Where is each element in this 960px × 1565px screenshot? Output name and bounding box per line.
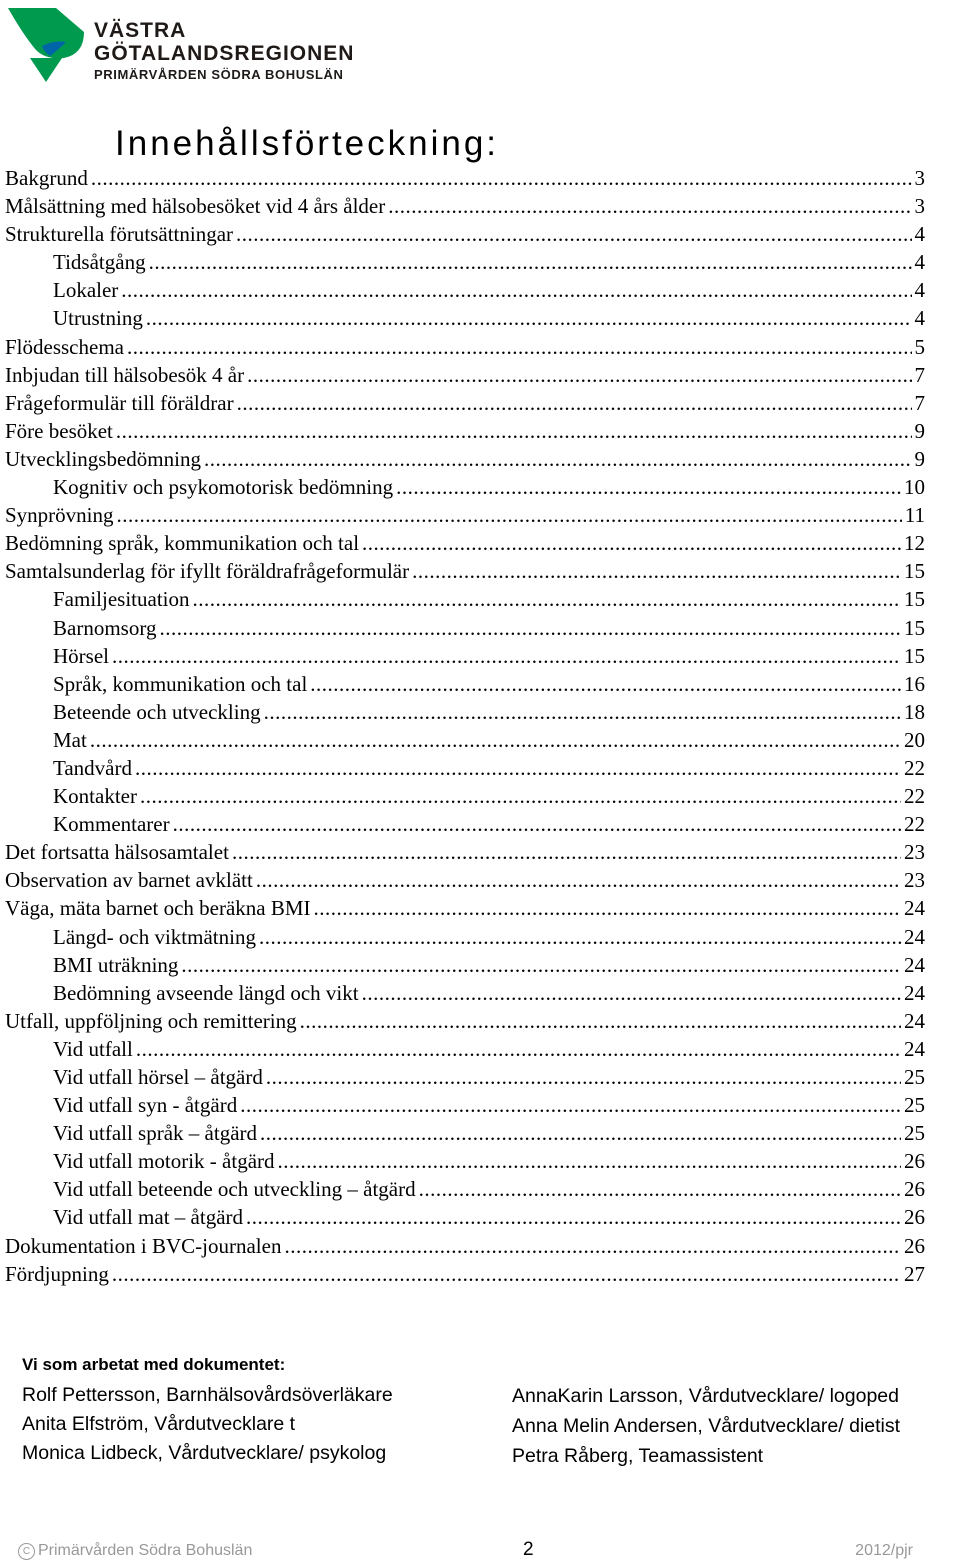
toc-entry[interactable] — [5, 417, 925, 445]
toc-dot-leader — [232, 838, 901, 866]
toc-entry-page: 4 — [914, 250, 925, 275]
toc-entry-label: Kommentarer — [53, 812, 170, 837]
author-name: Anita Elfström, Vårdutvecklare t — [22, 1413, 296, 1435]
toc-entry-page: 22 — [904, 812, 925, 837]
toc-entry-label: Bedömning avseende längd och vikt — [53, 980, 359, 1005]
toc-entry-label: Kognitiv och psykomotorisk bedömning — [53, 475, 394, 500]
toc-entry-label: Hörsel — [53, 643, 109, 668]
toc-entry-page: 12 — [904, 531, 925, 556]
toc-entry[interactable] — [5, 1232, 925, 1260]
toc-dot-leader — [362, 529, 901, 557]
toc-dot-leader — [146, 304, 912, 332]
toc-dot-leader — [260, 1119, 901, 1147]
toc-entry-label: Bakgrund — [5, 166, 88, 190]
toc-entry-label: Det fortsatta hälsosamtalet — [5, 840, 229, 865]
toc-dot-leader — [159, 614, 901, 642]
toc-entry[interactable] — [5, 276, 925, 304]
logo-line-1: VÄSTRA — [94, 19, 187, 42]
toc-entry-page: 3 — [914, 166, 925, 190]
toc-dot-leader — [278, 1147, 901, 1175]
authors-columns — [22, 1377, 960, 1477]
toc-entry-page: 7 — [914, 362, 925, 387]
toc-entry-page: 23 — [904, 868, 925, 893]
region-logo — [6, 6, 356, 84]
toc-entry-page: 3 — [914, 194, 925, 219]
toc-entry-label: Tidsåtgång — [53, 250, 146, 275]
toc-entry-page: 24 — [904, 896, 925, 921]
toc-entry-label: Utfall, uppföljning och remittering — [5, 1008, 297, 1033]
toc-entry[interactable] — [5, 501, 925, 529]
toc-entry-label: Inbjudan till hälsobesök 4 år — [5, 362, 245, 387]
toc-dot-leader — [396, 473, 901, 501]
toc-entry[interactable] — [5, 1147, 925, 1175]
author-name: Rolf Pettersson, Barnhälsovårdsöverläkare — [22, 1384, 393, 1406]
toc-dot-leader — [240, 1091, 901, 1119]
toc-dot-leader — [419, 1175, 901, 1203]
toc-entry[interactable] — [5, 923, 925, 951]
toc-entry-label: Kontakter — [53, 784, 137, 809]
toc-dot-leader — [90, 726, 901, 754]
toc-entry-page: 4 — [914, 222, 925, 247]
toc-entry-label: Strukturella förutsättningar — [5, 222, 234, 247]
toc-entry-label: Flödesschema — [5, 334, 124, 359]
toc-entry-label: Vid utfall mat – åtgärd — [53, 1205, 244, 1230]
toc-entry-page: 25 — [904, 1065, 925, 1089]
toc-entry[interactable] — [5, 192, 925, 220]
toc-dot-leader — [204, 445, 912, 473]
toc-entry[interactable] — [5, 838, 925, 866]
toc-entry-page: 15 — [904, 615, 925, 640]
toc-entry[interactable] — [5, 614, 925, 642]
authors-heading: Vi som arbetat med dokumentet: — [22, 1355, 286, 1374]
toc-entry-page: 23 — [904, 840, 925, 865]
toc-dot-leader — [314, 894, 901, 922]
toc-dot-leader — [246, 1203, 901, 1231]
toc-entry-label: Utvecklingsbedömning — [5, 446, 201, 471]
toc-entry[interactable] — [5, 473, 925, 501]
toc-dot-leader — [136, 1035, 901, 1063]
toc-entry-label: Familjesituation — [53, 587, 190, 612]
toc-dot-leader — [236, 220, 911, 248]
footer-page-number: 2 — [523, 1539, 534, 1560]
toc-entry-label: Vid utfall motorik - åtgärd — [53, 1149, 275, 1174]
toc-entry-page: 20 — [904, 727, 925, 752]
toc-entry-page: 16 — [904, 671, 925, 696]
table-of-contents — [5, 164, 925, 1288]
toc-entry-label: Utrustning — [53, 306, 143, 331]
toc-entry-page: 25 — [904, 1093, 925, 1118]
toc-entry-label: Vid utfall syn - åtgärd — [53, 1093, 238, 1118]
toc-dot-leader — [362, 979, 901, 1007]
toc-entry-page: 24 — [904, 1008, 925, 1033]
toc-entry-page: 18 — [904, 699, 925, 724]
toc-entry-label: BMI uträkning — [53, 952, 179, 977]
footer-organization-block — [18, 1542, 252, 1560]
toc-entry-label: Väga, mäta barnet och beräkna BMI — [5, 896, 311, 921]
toc-entry[interactable] — [5, 1091, 925, 1119]
logo-wordmark — [94, 20, 354, 81]
toc-entry-page: 22 — [904, 755, 925, 780]
toc-entry-page: 10 — [904, 475, 925, 500]
toc-dot-leader — [112, 642, 901, 670]
toc-dot-leader — [259, 923, 901, 951]
footer-date-code: 2012/pjr — [855, 1542, 913, 1559]
toc-entry[interactable] — [5, 642, 925, 670]
toc-entry[interactable] — [5, 389, 925, 417]
toc-entry[interactable] — [5, 1260, 925, 1288]
toc-dot-leader — [121, 276, 911, 304]
toc-entry[interactable] — [5, 1119, 925, 1147]
toc-entry-label: Mat — [53, 727, 87, 752]
toc-dot-leader — [310, 670, 901, 698]
toc-entry-label: Frågeformulär till föräldrar — [5, 390, 234, 415]
toc-dot-leader — [284, 1232, 901, 1260]
toc-entry-label: Målsättning med hälsobesöket vid 4 års ålder — [5, 194, 386, 219]
toc-entry-label: Fördjupning — [5, 1261, 109, 1286]
toc-entry[interactable] — [5, 670, 925, 698]
toc-entry[interactable] — [5, 220, 925, 248]
toc-dot-leader — [127, 333, 912, 361]
toc-entry[interactable] — [5, 754, 925, 782]
toc-dot-leader — [237, 389, 912, 417]
toc-entry-page: 26 — [904, 1149, 925, 1174]
toc-entry-label: Bedömning språk, kommunikation och tal — [5, 531, 360, 556]
toc-entry-page: 22 — [904, 784, 925, 809]
logo-emblem-icon — [6, 6, 86, 84]
toc-entry-page: 24 — [904, 980, 925, 1005]
toc-entry-page: 26 — [904, 1177, 925, 1202]
toc-entry-page: 24 — [904, 924, 925, 949]
toc-entry-label: Dokumentation i BVC-journalen — [5, 1233, 282, 1258]
toc-entry-page: 24 — [904, 1036, 925, 1061]
toc-dot-leader — [140, 782, 901, 810]
toc-dot-leader — [256, 866, 901, 894]
logo-line-2: GÖTALANDSREGIONEN — [94, 42, 355, 65]
toc-entry-page: 26 — [904, 1205, 925, 1230]
toc-entry-label: Vid utfall — [53, 1036, 133, 1061]
toc-entry-page: 15 — [904, 587, 925, 612]
toc-entry[interactable] — [5, 445, 925, 473]
toc-entry-label: Samtalsunderlag för ifyllt föräldrafrågeformulär — [5, 559, 410, 584]
toc-dot-leader — [116, 417, 912, 445]
toc-entry-label: Vid utfall språk – åtgärd — [53, 1121, 258, 1146]
toc-entry-page: 15 — [904, 559, 925, 584]
toc-entry-page: 4 — [914, 306, 925, 331]
toc-title: Innehållsförteckning: — [115, 124, 500, 163]
toc-entry[interactable] — [5, 894, 925, 922]
copyright-icon: C — [18, 1543, 35, 1560]
toc-entry-label: Tandvård — [53, 755, 132, 780]
toc-entry[interactable] — [5, 951, 925, 979]
toc-entry-label: Vid utfall hörsel – åtgärd — [53, 1065, 263, 1089]
toc-entry-label: Före besöket — [5, 418, 113, 443]
toc-dot-leader — [173, 810, 901, 838]
toc-dot-leader — [91, 164, 912, 192]
toc-entry[interactable] — [5, 1175, 925, 1203]
toc-entry-label: Längd- och viktmätning — [53, 924, 256, 949]
logo-lower-shape — [30, 58, 62, 82]
authors-left-column — [22, 1381, 393, 1468]
toc-dot-leader — [181, 951, 901, 979]
toc-entry-label: Observation av barnet avklätt — [5, 868, 253, 893]
toc-entry-label: Lokaler — [53, 278, 119, 303]
toc-entry[interactable] — [5, 361, 925, 389]
toc-dot-leader — [193, 585, 902, 613]
toc-entry-label: Beteende och utveckling — [53, 699, 261, 724]
toc-entry[interactable] — [5, 1063, 925, 1091]
author-name: Monica Lidbeck, Vårdutvecklare/ psykolog — [22, 1442, 387, 1464]
toc-entry[interactable] — [5, 304, 925, 332]
author-name: AnnaKarin Larsson, Vårdutvecklare/ logoped — [512, 1385, 899, 1407]
toc-dot-leader — [247, 361, 911, 389]
toc-entry-page: 9 — [914, 446, 925, 471]
toc-entry[interactable] — [5, 866, 925, 894]
toc-entry[interactable] — [5, 698, 925, 726]
toc-entry[interactable] — [5, 557, 925, 585]
toc-entry[interactable] — [5, 979, 925, 1007]
toc-entry[interactable] — [5, 1203, 925, 1231]
toc-dot-leader — [412, 557, 901, 585]
toc-entry[interactable] — [5, 248, 925, 276]
author-name: Anna Melin Andersen, Vårdutvecklare/ dietist — [512, 1415, 901, 1437]
toc-entry[interactable] — [5, 164, 925, 192]
toc-entry-page: 25 — [904, 1121, 925, 1146]
toc-dot-leader — [266, 1063, 901, 1091]
toc-dot-leader — [117, 501, 902, 529]
toc-entry-page: 9 — [914, 418, 925, 443]
toc-entry[interactable] — [5, 1035, 925, 1063]
toc-entry-page: 7 — [914, 390, 925, 415]
toc-dot-leader — [135, 754, 901, 782]
toc-entry-page: 15 — [904, 643, 925, 668]
authors-right-column — [512, 1381, 900, 1471]
toc-entry[interactable] — [5, 810, 925, 838]
toc-entry[interactable] — [5, 333, 925, 361]
toc-entry-page: 24 — [904, 952, 925, 977]
author-name: Petra Råberg, Teamassistent — [512, 1445, 764, 1467]
toc-entry-label: Synprövning — [5, 503, 114, 528]
toc-entry-page: 4 — [914, 278, 925, 303]
authors-section — [22, 1353, 960, 1477]
toc-entry[interactable] — [5, 1007, 925, 1035]
toc-entry-label: Språk, kommunikation och tal — [53, 671, 308, 696]
toc-dot-leader — [149, 248, 912, 276]
toc-dot-leader — [300, 1007, 901, 1035]
footer-organization: Primärvården Södra Bohuslän — [38, 1542, 253, 1559]
logo-line-3: PRIMÄRVÅRDEN SÖDRA BOHUSLÄN — [94, 67, 344, 82]
toc-entry[interactable] — [5, 726, 925, 754]
toc-entry-label: Barnomsorg — [53, 615, 157, 640]
toc-entry-page: 27 — [904, 1261, 925, 1286]
toc-dot-leader — [388, 192, 911, 220]
toc-dot-leader — [264, 698, 901, 726]
toc-entry[interactable] — [5, 585, 925, 613]
page-footer — [0, 1538, 960, 1565]
toc-dot-leader — [112, 1260, 901, 1288]
toc-entry-page: 5 — [914, 334, 925, 359]
toc-entry-page: 11 — [904, 503, 925, 528]
toc-entry-label: Vid utfall beteende och utveckling – åtgärd — [53, 1177, 416, 1202]
toc-entry[interactable] — [5, 529, 925, 557]
toc-entry[interactable] — [5, 782, 925, 810]
toc-entry-page: 26 — [904, 1233, 925, 1258]
